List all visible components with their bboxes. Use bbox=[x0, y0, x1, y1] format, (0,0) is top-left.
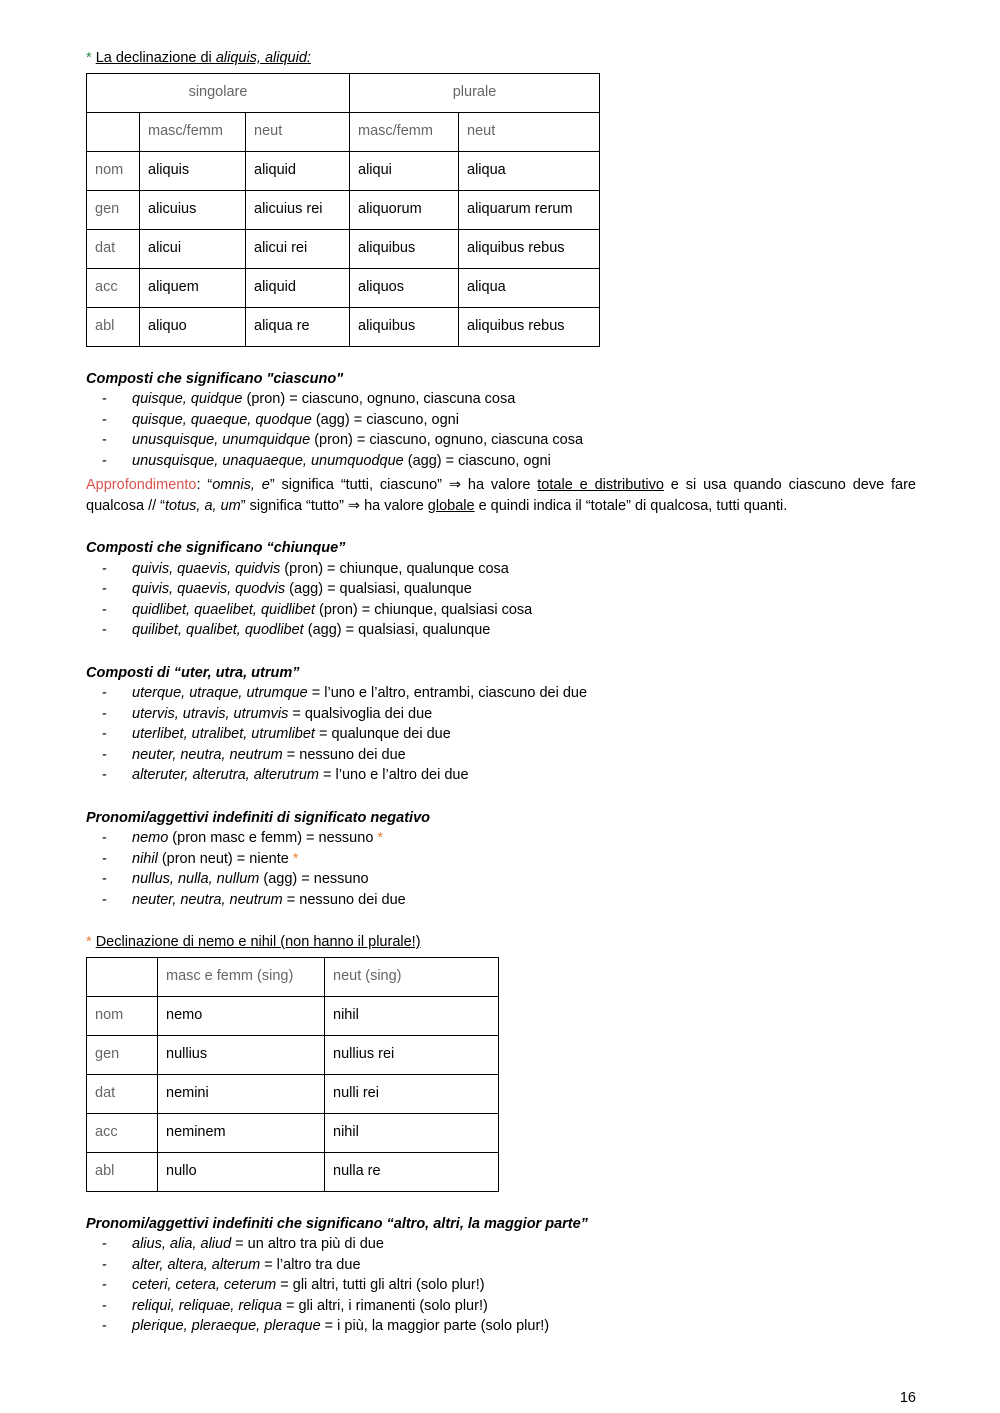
text-run: : “ bbox=[196, 477, 213, 493]
text-run: e quindi indica il “totale” di qualcosa, tutti quanti. bbox=[474, 497, 788, 514]
nemo-title: Declinazione di nemo e nihil (non hanno il plurale!) bbox=[95, 934, 421, 950]
meaning: (pron) = chiunque, qualsiasi cosa bbox=[315, 601, 533, 618]
list-item bbox=[86, 389, 916, 410]
table-row bbox=[87, 229, 600, 268]
column-header: masc/femm bbox=[140, 112, 246, 151]
aliquis-heading bbox=[86, 48, 916, 69]
aliquis-title: La declinazione di bbox=[95, 50, 216, 66]
latin-term: alteruter, alterutra, alterutrum bbox=[132, 767, 319, 783]
table-row bbox=[87, 1074, 499, 1113]
meaning: (agg) = qualsiasi, qualunque bbox=[285, 581, 472, 597]
latin-term: uterque, utraque, utrumque bbox=[132, 685, 308, 701]
table-cell: aliquibus rebus bbox=[459, 229, 600, 268]
list-item bbox=[86, 430, 916, 451]
star-marker: * bbox=[86, 50, 92, 66]
section-altro bbox=[86, 1214, 916, 1337]
meaning: = un altro tra più di due bbox=[231, 1236, 384, 1252]
meaning: (agg) = qualsiasi, qualunque bbox=[303, 622, 491, 638]
case-label: nom bbox=[87, 151, 140, 190]
list-item bbox=[86, 1234, 916, 1255]
document-page bbox=[86, 48, 916, 1337]
meaning: = qualunque dei due bbox=[314, 726, 451, 742]
meaning: = i più, la maggior parte (solo plur!) bbox=[320, 1318, 550, 1334]
list-item bbox=[86, 765, 916, 786]
text-run: e si usa quando ciascuno deve fare qualcosa // “ bbox=[86, 477, 917, 514]
meaning: (pron) = ciascuno, ognuno, ciascuna cosa bbox=[242, 391, 516, 407]
meaning: (pron masc e femm) = nessuno bbox=[168, 830, 378, 846]
approfondimento-paragraph bbox=[86, 475, 916, 516]
latin-term: alius, alia, aliud bbox=[132, 1236, 232, 1252]
table-cell: alicui bbox=[140, 229, 246, 268]
section-chiunque bbox=[86, 538, 916, 641]
meaning: = l’uno e l’altro dei due bbox=[318, 767, 469, 783]
latin-term: quidlibet, quaelibet, quidlibet bbox=[132, 601, 315, 618]
star-marker: * bbox=[86, 934, 92, 950]
table-cell: nullius bbox=[158, 1035, 325, 1074]
term-list bbox=[86, 683, 916, 786]
table-row bbox=[87, 112, 600, 151]
underlined-text: globale bbox=[427, 497, 475, 514]
table-row bbox=[87, 1035, 499, 1074]
latin-term: totus, a, um bbox=[165, 497, 241, 514]
table-cell: nemo bbox=[158, 996, 325, 1035]
column-header: masc e femm (sing) bbox=[158, 957, 325, 996]
meaning: = nessuno dei due bbox=[282, 746, 406, 763]
table-cell: aliqua bbox=[459, 268, 600, 307]
table-cell bbox=[87, 112, 140, 151]
meaning: (pron) = chiunque, qualunque cosa bbox=[280, 560, 509, 577]
latin-term: unusquisque, unumquidque bbox=[132, 432, 311, 448]
table-cell: aliqua bbox=[459, 151, 600, 190]
term-list bbox=[86, 389, 916, 471]
table-cell: aliquid bbox=[246, 268, 350, 307]
list-item bbox=[86, 559, 916, 580]
table-cell: nulla re bbox=[325, 1152, 499, 1191]
table-cell: nemini bbox=[158, 1074, 325, 1113]
text-run: ” significa “tutti, ciascuno” ⇒ ha valore bbox=[269, 477, 538, 493]
table-row bbox=[87, 190, 600, 229]
list-item bbox=[86, 890, 916, 911]
list-item bbox=[86, 683, 916, 704]
list-item bbox=[86, 828, 916, 849]
latin-term: nullus, nulla, nullum bbox=[132, 871, 260, 887]
section-title: Composti che significano "ciascuno" bbox=[86, 370, 344, 387]
group-header: plurale bbox=[350, 73, 600, 112]
column-header: neut (sing) bbox=[325, 957, 499, 996]
list-item bbox=[86, 620, 916, 641]
table-cell: alicui rei bbox=[246, 229, 350, 268]
meaning: (pron) = ciascuno, ognuno, ciascuna cosa bbox=[310, 432, 584, 448]
table-row bbox=[87, 73, 600, 112]
meaning: (pron neut) = niente bbox=[157, 850, 293, 867]
meaning: (agg) = nessuno bbox=[259, 871, 369, 887]
section-title: Pronomi/aggettivi indefiniti di significato negativo bbox=[86, 809, 430, 826]
table-cell: neminem bbox=[158, 1113, 325, 1152]
latin-term: omnis, e bbox=[212, 477, 270, 493]
meaning: (agg) = ciascuno, ogni bbox=[311, 411, 459, 428]
case-label: gen bbox=[87, 1035, 158, 1074]
latin-term: ceteri, cetera, ceterum bbox=[132, 1277, 277, 1293]
list-item bbox=[86, 579, 916, 600]
meaning: = l’altro tra due bbox=[260, 1256, 361, 1273]
latin-term: quivis, quaevis, quidvis bbox=[132, 560, 281, 577]
table-cell: aliquem bbox=[140, 268, 246, 307]
table-cell: aliquid bbox=[246, 151, 350, 190]
case-label: dat bbox=[87, 229, 140, 268]
table-row bbox=[87, 1152, 499, 1191]
list-item bbox=[86, 724, 916, 745]
table-cell: aliquorum bbox=[350, 190, 459, 229]
meaning: (agg) = ciascuno, ogni bbox=[403, 452, 551, 469]
section-nemo bbox=[86, 932, 916, 1192]
section-title: Composti che significano “chiunque” bbox=[86, 540, 346, 556]
column-header: neut bbox=[246, 112, 350, 151]
section-negativo bbox=[86, 808, 916, 911]
case-label: nom bbox=[87, 996, 158, 1035]
table-cell: nulli rei bbox=[325, 1074, 499, 1113]
latin-term: quivis, quaevis, quodvis bbox=[132, 581, 286, 597]
table-row bbox=[87, 307, 600, 346]
meaning: = nessuno dei due bbox=[282, 891, 406, 908]
meaning: = gli altri, tutti gli altri (solo plur!) bbox=[276, 1277, 485, 1293]
list-item bbox=[86, 1316, 916, 1337]
table-cell: aliquibus bbox=[350, 307, 459, 346]
group-header: singolare bbox=[87, 73, 350, 112]
column-header: neut bbox=[459, 112, 600, 151]
section-title: Pronomi/aggettivi indefiniti che significano “altro, altri, la maggior parte” bbox=[86, 1215, 588, 1232]
table-cell: aliquis bbox=[140, 151, 246, 190]
table-cell: nihil bbox=[325, 1113, 499, 1152]
latin-term: utervis, utravis, utrumvis bbox=[132, 705, 289, 722]
aliquis-title-italic: aliquis, aliquid: bbox=[215, 50, 311, 66]
term-list bbox=[86, 559, 916, 641]
latin-term: uterlibet, utralibet, utrumlibet bbox=[132, 726, 315, 742]
table-cell: nullo bbox=[158, 1152, 325, 1191]
case-label: acc bbox=[87, 1113, 158, 1152]
latin-term: reliqui, reliquae, reliqua bbox=[132, 1297, 282, 1314]
page-number: 16 bbox=[899, 1390, 916, 1406]
table-row bbox=[87, 151, 600, 190]
meaning: = l’uno e l’altro, entrambi, ciascuno dei due bbox=[307, 685, 588, 701]
table-cell: aliquos bbox=[350, 268, 459, 307]
table-row bbox=[87, 996, 499, 1035]
star-marker: * bbox=[292, 850, 299, 867]
latin-term: quisque, quidque bbox=[132, 391, 243, 407]
meaning: = gli altri, i rimanenti (solo plur!) bbox=[281, 1297, 488, 1314]
table-cell: aliquibus bbox=[350, 229, 459, 268]
table-cell: aliqua re bbox=[246, 307, 350, 346]
text-run: ” significa “tutto” ⇒ ha valore bbox=[240, 497, 428, 514]
nemo-heading bbox=[86, 932, 916, 953]
table-row bbox=[87, 268, 600, 307]
list-item bbox=[86, 745, 916, 766]
list-item bbox=[86, 410, 916, 431]
table-cell: nihil bbox=[325, 996, 499, 1035]
table-cell: alicuius rei bbox=[246, 190, 350, 229]
table-cell bbox=[87, 957, 158, 996]
nemo-table bbox=[86, 957, 499, 1192]
section-title: Composti di “uter, utra, utrum” bbox=[86, 664, 300, 681]
list-item bbox=[86, 1255, 916, 1276]
section-ciascuno bbox=[86, 369, 916, 517]
section-uter bbox=[86, 663, 916, 786]
table-cell: alicuius bbox=[140, 190, 246, 229]
list-item bbox=[86, 869, 916, 890]
list-item bbox=[86, 704, 916, 725]
list-item bbox=[86, 600, 916, 621]
case-label: acc bbox=[87, 268, 140, 307]
latin-term: alter, altera, alterum bbox=[132, 1256, 261, 1273]
meaning: = qualsivoglia dei due bbox=[288, 705, 433, 722]
case-label: gen bbox=[87, 190, 140, 229]
list-item bbox=[86, 451, 916, 472]
latin-term: quilibet, qualibet, quodlibet bbox=[132, 622, 304, 638]
latin-term: nemo bbox=[132, 830, 169, 846]
list-item bbox=[86, 849, 916, 870]
latin-term: quisque, quaeque, quodque bbox=[132, 411, 312, 428]
term-list bbox=[86, 1234, 916, 1337]
table-row bbox=[87, 1113, 499, 1152]
column-header: masc/femm bbox=[350, 112, 459, 151]
aliquis-table bbox=[86, 73, 600, 347]
star-marker: * bbox=[377, 830, 384, 846]
case-label: abl bbox=[87, 1152, 158, 1191]
table-cell: aliqui bbox=[350, 151, 459, 190]
case-label: dat bbox=[87, 1074, 158, 1113]
list-item bbox=[86, 1296, 916, 1317]
case-label: abl bbox=[87, 307, 140, 346]
latin-term: unusquisque, unaquaeque, unumquodque bbox=[132, 452, 404, 469]
list-item bbox=[86, 1275, 916, 1296]
table-cell: aliquibus rebus bbox=[459, 307, 600, 346]
table-cell: aliquo bbox=[140, 307, 246, 346]
latin-term: neuter, neutra, neutrum bbox=[132, 891, 283, 908]
table-row bbox=[87, 957, 499, 996]
table-cell: nullius rei bbox=[325, 1035, 499, 1074]
underlined-text: totale e distributivo bbox=[537, 477, 664, 493]
latin-term: nihil bbox=[132, 850, 158, 867]
approfondimento-label: Approfondimento bbox=[86, 477, 197, 493]
latin-term: plerique, pleraeque, pleraque bbox=[132, 1318, 321, 1334]
table-cell: aliquarum rerum bbox=[459, 190, 600, 229]
latin-term: neuter, neutra, neutrum bbox=[132, 746, 283, 763]
term-list bbox=[86, 828, 916, 910]
